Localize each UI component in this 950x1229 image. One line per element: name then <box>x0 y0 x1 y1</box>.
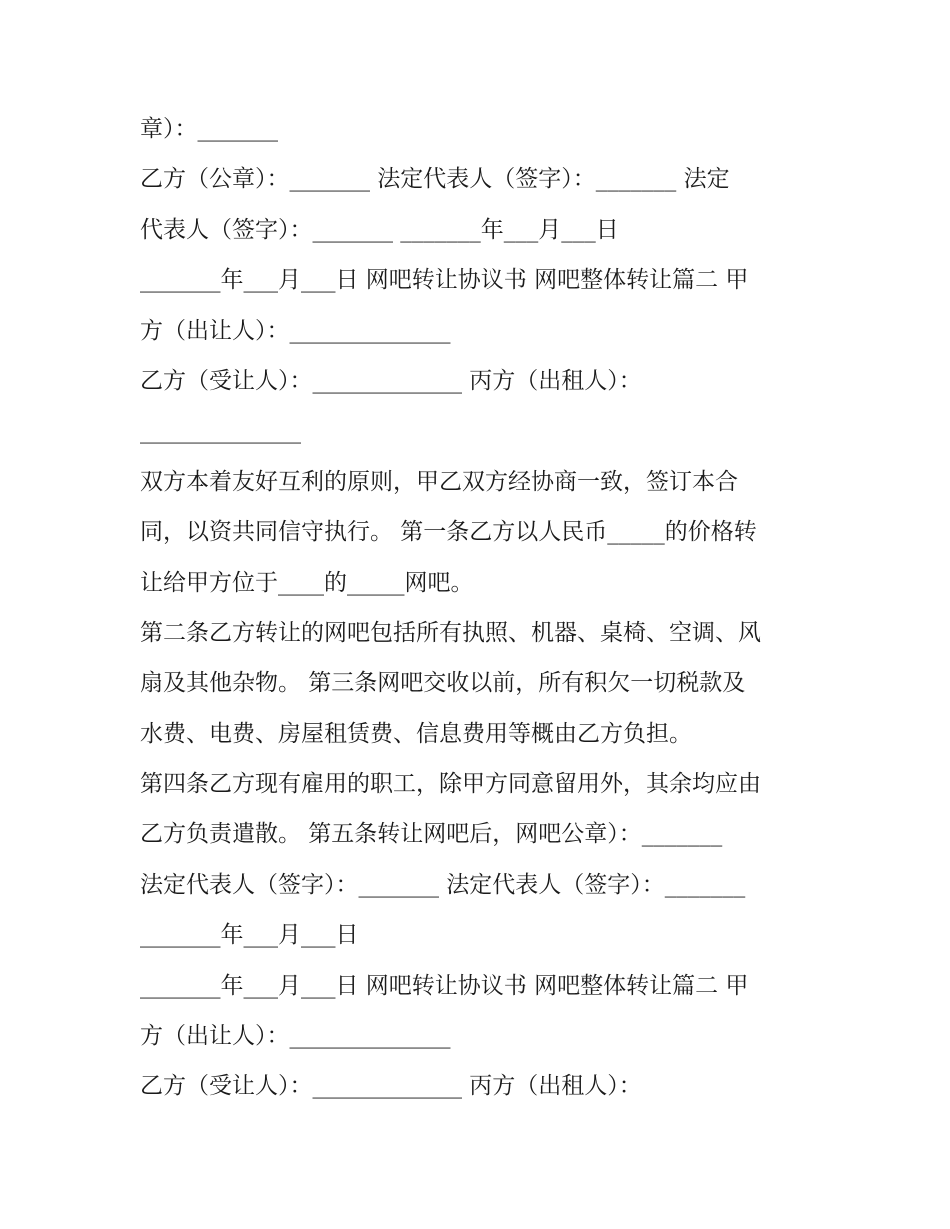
text-line: 法定代表人（签字）：_______ 法定代表人（签字）：_______ <box>140 871 746 898</box>
text-line: 乙方（受让人）：_____________ 丙方（出租人）： <box>140 367 642 394</box>
text-line: 代表人（签字）：_______ _______年___月___日 <box>140 216 619 243</box>
text-line: 水费、电费、房屋租赁费、信息费用等概由乙方负担。 <box>140 720 692 747</box>
text-line: _______年___月___日 网吧转让协议书 网吧整体转让篇二 甲 <box>140 972 749 999</box>
text-line: 方（出让人）：______________ <box>140 1023 451 1050</box>
text-line: 方（出让人）：______________ <box>140 317 451 344</box>
text-line: _______年___月___日 <box>140 922 359 949</box>
text-line: ______________ <box>140 418 301 445</box>
text-line: _______年___月___日 网吧转让协议书 网吧整体转让篇二 甲 <box>140 267 749 294</box>
text-line: 乙方负责遣散。 第五条转让网吧后，网吧公章）：_______ <box>140 821 723 848</box>
text-line: 双方本着友好互利的原则，甲乙双方经协商一致，签订本合 <box>140 468 738 495</box>
text-line: 乙方（公章）：_______ 法定代表人（签字）：_______ 法定 <box>140 166 730 193</box>
document-body <box>140 104 820 1112</box>
text-line: 同，以资共同信守执行。 第一条乙方以人民币_____的价格转 <box>140 519 757 546</box>
text-line: 让给甲方位于____的_____网吧。 <box>140 569 474 596</box>
text-line: 第二条乙方转让的网吧包括所有执照、机器、桌椅、空调、风 <box>140 619 761 646</box>
text-line: 乙方（受让人）：_____________ 丙方（出租人）： <box>140 1073 642 1100</box>
text-line: 章）：_______ <box>140 116 278 142</box>
text-line: 第四条乙方现有雇用的职工，除甲方同意留用外，其余均应由 <box>140 771 761 798</box>
text-line: 扇及其他杂物。 第三条网吧交收以前，所有积欠一切税款及 <box>140 670 746 697</box>
